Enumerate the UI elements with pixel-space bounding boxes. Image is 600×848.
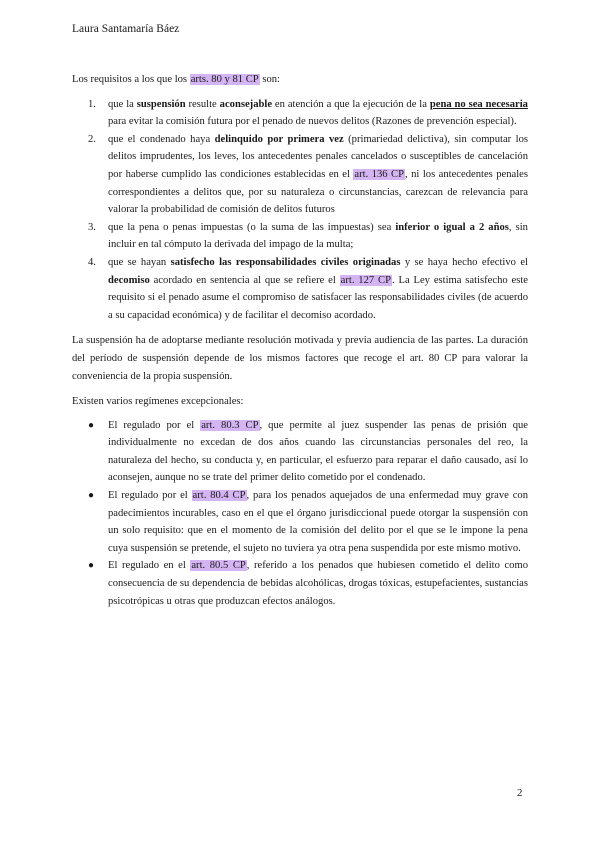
law-reference: art. 80.5 CP bbox=[191, 560, 246, 572]
requirements-list bbox=[72, 96, 528, 325]
law-reference: art. 127 CP bbox=[340, 274, 391, 286]
bullet-icon: ● bbox=[88, 490, 95, 502]
bold-term: suspensión bbox=[136, 98, 186, 110]
header-author: Laura Santamaría Báez bbox=[72, 23, 180, 35]
law-reference: art. 80.4 CP bbox=[192, 490, 246, 502]
bold-term: decomiso bbox=[108, 274, 150, 286]
bold-term: satisfecho las responsabilidades civiles originadas bbox=[170, 256, 401, 268]
regimes-intro-paragraph: Existen varios regímenes excepcionales: bbox=[72, 396, 244, 408]
list-item: ● El regulado por el art. 80.3 CP, que permite al juez suspender las penas de prisión que individualmente no excedan de dos años cuando las circunstancias personales del reo, la naturaleza del hecho, su conducta y, en particular, el esfuerzo para reparar el daño causado, así lo aconsejen, aunque no se trate del primer delito cometido por el condenado. bbox=[72, 417, 528, 487]
list-item: 1. que la suspensión resulte aconsejable en atención a que la ejecución de la pena no sea necesaria para evitar la comisión futura por el penado de nuevos delitos (Razones de prevención especial). bbox=[72, 96, 528, 131]
list-number: 3. bbox=[88, 221, 96, 233]
bold-term: aconsejable bbox=[219, 98, 273, 110]
law-reference: art. 136 CP bbox=[354, 168, 405, 180]
document-body bbox=[72, 71, 528, 610]
list-item: ● El regulado en el art. 80.5 CP, referido a los penados que hubiesen cometido el delito como consecuencia de su dependencia de bebidas alcohólicas, drogas tóxicas, estupefacientes, sustancias psicotrópicas u otras que produzcan efectos análogos. bbox=[72, 557, 528, 610]
list-number: 1. bbox=[88, 98, 96, 110]
bullet-icon: ● bbox=[88, 560, 95, 572]
list-number: 2. bbox=[88, 133, 96, 145]
bold-term: inferior o igual a 2 años bbox=[395, 221, 509, 233]
regimes-list bbox=[72, 417, 528, 611]
list-item: 2. que el condenado haya delinquido por primera vez (primariedad delictiva), sin computar los delitos imprudentes, los leves, los antecedentes penales cancelados o susceptibles de cancelación por haberse cumplido las condiciones establecidas en el art. 136 CP, ni los antecedentes penales correspondientes a delitos que, por su naturaleza o circunstancias, carezcan de relevancia para valorar la probabilidad de comisión de delitos futuros bbox=[72, 131, 528, 219]
intro-paragraph: Los requisitos a los que los arts. 80 y 81 CP son: bbox=[72, 74, 280, 85]
list-number: 4. bbox=[88, 256, 96, 268]
page-number: 2 bbox=[517, 787, 523, 799]
bold-underlined-term: pena no sea necesaria bbox=[429, 98, 528, 110]
list-item: ● El regulado por el art. 80.4 CP, para los penados aquejados de una enfermedad muy grave con padecimientos incurables, caso en el que el órgano jurisdiccional puede otorgar la suspensión con un solo requisito: que en el momento de la comisión del delito por el que se le impone la pena cuya suspensión se pretende, el sujeto no tuviera ya otra pena suspendida por este mismo motivo. bbox=[72, 487, 528, 557]
list-item: 4. que se hayan satisfecho las responsabilidades civiles originadas y se haya hecho efectivo el decomiso acordado en sentencia al que se refiere el art. 127 CP. La Ley estima satisfecho este requisito si el penado asume el compromiso de satisfacer las responsabilidades civiles (de acuerdo a su capacidad económica) y de facilitar el decomiso acordado. bbox=[72, 254, 528, 324]
bullet-icon: ● bbox=[88, 419, 95, 431]
bold-term: delinquido por primera vez bbox=[214, 133, 344, 145]
law-reference: arts. 80 y 81 CP bbox=[190, 74, 259, 85]
law-reference: art. 80.3 CP bbox=[201, 419, 259, 431]
list-item: 3. que la pena o penas impuestas (o la suma de las impuestas) sea inferior o igual a 2 años, sin incluir en tal cómputo la derivada del impago de la multa; bbox=[72, 219, 528, 254]
suspension-paragraph: La suspensión ha de adoptarse mediante resolución motivada y previa audiencia de las partes. La duración del período de suspensión depende de los mismos factores que recoge el art. 80 CP para valorar la conveniencia de la propia suspensión. bbox=[72, 335, 528, 382]
